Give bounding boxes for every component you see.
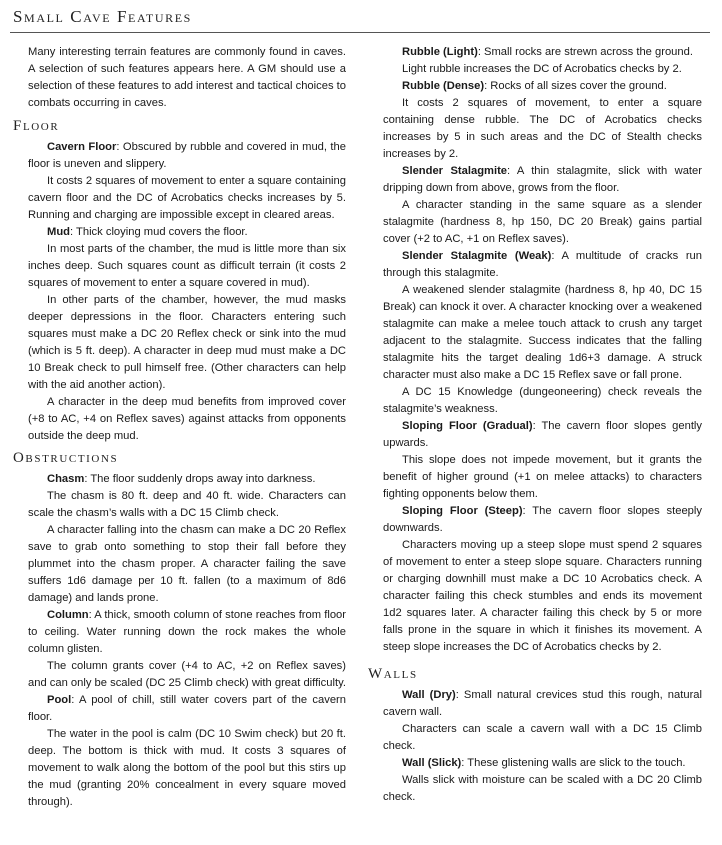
title-divider [10,32,710,33]
gradual-slope-rule: This slope does not impede movement, but it grants the benefit of higher ground (+1 on melee attacks) to characters fighting opponents below them. [383,454,702,500]
pool-desc: : A pool of chill, still water covers part of the cavern floor. [28,694,346,723]
mud-desc: : Thick cloying mud covers the floor. [70,226,248,238]
pool-entry [28,692,346,726]
rubble-dense-desc: : Rocks of all sizes cover the ground. [484,80,667,92]
steep-slope-desc: : The cavern floor slopes steeply downwards. [383,505,702,534]
chasm-name: Chasm [47,473,85,485]
wall-dry-entry [383,687,702,721]
cavern-floor-desc: : Obscured by rubble and covered in mud, the floor is uneven and slippery. [28,141,346,170]
weak-stalagmite-desc: : A multitude of cracks run through this stalagmite. [383,250,703,279]
gradual-slope-entry [383,418,702,452]
rubble-light-rule: Light rubble increases the DC of Acrobatics checks by 2. [402,63,682,75]
pool-rule: The water in the pool is calm (DC 10 Swim check) but 20 ft. deep. The bottom is thick with mud. It costs 3 squares of movement to walk along the bottom of the pool but this stirs up the mud (granting 20% concealment in every square moved through). [28,728,346,808]
steep-slope-name: Sloping Floor (Steep) [402,505,523,517]
mud-rule-3: A character in the deep mud benefits from improved cover (+8 to AC, +4 on Reflex saves) against attacks from opponents outside the deep mud. [28,396,346,442]
wall-dry-rule: Characters can scale a cavern wall with a DC 15 Climb check. [383,723,702,752]
obstructions-heading: Obstructions [13,450,119,466]
right-column [368,44,703,806]
wall-slick-rule: Walls slick with moisture can be scaled with a DC 20 Climb check. [383,774,702,803]
page-title: Small Cave Features [13,7,192,26]
chasm-entry [28,471,346,488]
slender-stalagmite-name: Slender Stalagmite [402,165,508,177]
left-column [13,44,346,811]
intro-paragraph: Many interesting terrain features are commonly found in caves. A selection of such features appears here. A GM should use a selection of these features to add interest and tactical choices to combats occurring in caves. [28,46,346,109]
wall-slick-desc: : These glistening walls are slick to the touch. [461,757,686,769]
floor-heading: Floor [13,118,60,134]
chasm-desc: : The floor suddenly drops away into darkness. [84,473,316,485]
mud-name: Mud [47,226,70,238]
steep-slope-entry [383,503,702,537]
cavern-floor-name: Cavern Floor [47,141,117,153]
column-entry [28,607,346,658]
chasm-rule-1: The chasm is 80 ft. deep and 40 ft. wide. Characters can scale the chasm’s walls with a DC 15 Climb check. [28,490,346,519]
column-desc: : A thick, smooth column of stone reaches from floor to ceiling. Water running down the rock makes the whole column glisten. [28,609,346,655]
rubble-light-desc: : Small rocks are strewn across the ground. [477,46,693,58]
column-name: Column [47,609,89,621]
gradual-slope-name: Sloping Floor (Gradual) [402,420,533,432]
rubble-dense-rule: It costs 2 squares of movement, to enter a square containing dense rubble. The DC of Acrobatics checks increases by 5 in such areas and the DC of Stealth checks increases by 2. [383,97,702,160]
mud-rule-2: In other parts of the chamber, however, the mud masks deeper depressions in the floor. Characters entering such squares must make a DC 20 Reflex check or sink into the mud (which is 5 ft. deep). A character in deep mud must make a DC 10 Break check to pull himself free. (Other characters can help with the aid another action). [28,294,346,391]
rubble-dense-name: Rubble (Dense) [402,80,485,92]
cavern-floor-entry [28,139,346,173]
walls-heading: Walls [368,666,418,682]
cavern-floor-rule: It costs 2 squares of movement to enter a square containing cavern floor and the DC of Acrobatics checks increases by 5. Running and charging are impossible except in cleared areas. [28,175,346,221]
slender-stalagmite-desc: : A thin stalagmite, slick with water dripping down from above, grows from the floor. [383,165,702,194]
wall-dry-desc: : Small natural crevices stud this rough, natural cavern wall. [383,689,703,718]
weak-stalagmite-name: Slender Stalagmite (Weak) [402,250,552,262]
wall-slick-entry [383,755,702,772]
weak-stalagmite-rule-2: A DC 15 Knowledge (dungeoneering) check reveals the stalagmite’s weakness. [383,386,702,415]
slender-stalagmite-rule: A character standing in the same square as a slender stalagmite (hardness 8, hp 150, DC 20 Break) gains partial cover (+2 to AC, +1 on Reflex saves). [383,199,702,245]
slender-stalagmite-entry [383,163,702,197]
steep-slope-rule: Characters moving up a steep slope must spend 2 squares of movement to enter a steep slope square. Characters running or charging downhill must make a DC 10 Acrobatics check. A character failing this check stumbles and ends its movement 1d2 squares later. A character failing this check by 5 or more falls prone in the square in which it finishes its movement. A steep slope increases the DC of Acrobatics checks by 2. [383,539,702,653]
weak-stalagmite-entry [383,248,702,282]
wall-slick-name: Wall (Slick) [402,757,462,769]
weak-stalagmite-rule-1: A weakened slender stalagmite (hardness 8, hp 40, DC 15 Break) can knock it over. A character knocking over a weakened stalagmite can make a melee touch attack to crush any target adjacent to the stalagmite. Success indicates that the falling stalagmite hits the target dealing 1d6+3 damage. A struck character must also make a DC 15 Reflex save or fall prone. [383,284,702,381]
mud-rule-1: In most parts of the chamber, the mud is little more than six inches deep. Such squares count as difficult terrain (it costs 2 squares of movement to enter a square covered in mud). [28,243,346,289]
gradual-slope-desc: : The cavern floor slopes gently upwards. [383,420,703,449]
mud-entry [28,224,346,241]
column-rule: The column grants cover (+4 to AC, +2 on Reflex saves) and can only be scaled (DC 25 Climb check) with great difficulty. [28,660,346,689]
rubble-dense-entry [383,78,702,95]
rubble-light-entry [383,44,702,61]
chasm-rule-2: A character falling into the chasm can make a DC 20 Reflex save to grab onto something to stop their fall before they plummet into the chasm proper. A character failing the save suffers 1d6 damage per 10 ft. fallen (to a maximum of 8d6 damage) and lands prone. [28,524,346,604]
pool-name: Pool [47,694,72,706]
rubble-light-name: Rubble (Light) [402,46,478,58]
wall-dry-name: Wall (Dry) [402,689,456,701]
